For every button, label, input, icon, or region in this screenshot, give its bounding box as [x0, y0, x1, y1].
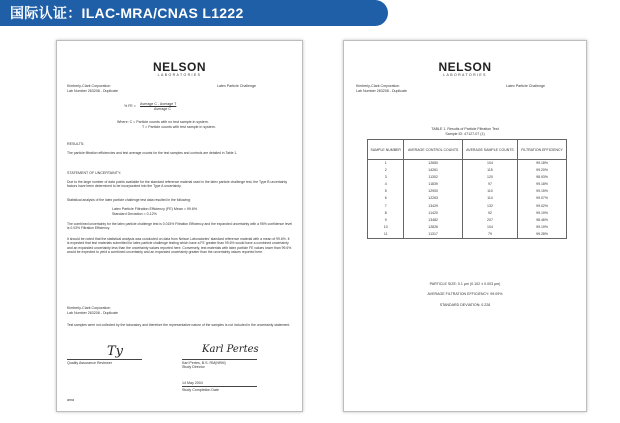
- cell-sample: 5: [368, 188, 404, 195]
- cell-efficiency: 99.07%: [518, 195, 567, 202]
- director-name: Karl Pertes, B.S. RM(NRM): [182, 360, 226, 365]
- table-row: [368, 188, 567, 195]
- cell-control: 11317: [404, 231, 462, 239]
- cell-sample-count: 92: [462, 210, 517, 217]
- fe-mean: Latex Particle Filtration Efficiency (FE) Mean = 99.6%: [112, 207, 198, 211]
- test-name: Latex Particle Challenge: [506, 84, 545, 88]
- report-page-2: [343, 40, 587, 412]
- table-row: [368, 210, 567, 217]
- cell-sample-count: 115: [462, 167, 517, 174]
- director-signature: Karl Pertes: [202, 344, 259, 355]
- average-filtration-efficiency: AVERAGE FILTRATION EFFICIENCY: 99.09%: [427, 292, 503, 296]
- cell-control: 11839: [404, 181, 462, 188]
- standard-deviation: Standard Deviation = 0.12%: [112, 211, 157, 216]
- cell-efficiency: 99.18%: [518, 160, 567, 168]
- cell-sample: 7: [368, 203, 404, 210]
- table-title: TABLE 1. Results of Particle Filtration Test: [431, 127, 499, 131]
- cell-control: 14261: [404, 167, 462, 174]
- cell-sample: 8: [368, 210, 404, 217]
- column-header: AVERAGE CONTROL COUNTS: [404, 140, 462, 160]
- sample-id: Sample ID: 47127-07 (1): [445, 132, 485, 136]
- particle-size: PARTICLE SIZE: 0.1 μm (0.102 ± 0.003 μm): [429, 282, 501, 286]
- retained-statement: Test samples were not collected by the laboratory and therefore the representative nature of the samples is not included in the uncertainty statement.: [67, 323, 291, 327]
- combined-uncertainty: The combined uncertainty for the latex particle challenge test is 0.015% Filtration Efficiency and the expanded uncertainty with a 95% confidence level is 0.03% Filtration Efficiency.: [67, 222, 292, 231]
- cell-sample-count: 114: [462, 195, 517, 202]
- cell-sample-count: 110: [462, 188, 517, 195]
- cell-efficiency: 99.28%: [518, 231, 567, 239]
- table-row: [368, 174, 567, 181]
- lab-number-2: Lab Number 263208 - Duplicate: [67, 310, 118, 315]
- cell-sample: 1: [368, 160, 404, 168]
- nelson-logo-subtitle: LABORATORIES: [157, 73, 202, 77]
- table-row: [368, 217, 567, 224]
- cell-sample: 9: [368, 217, 404, 224]
- lab-number: Lab Number 263208 - Duplicate: [67, 88, 118, 93]
- cell-sample-count: 97: [462, 181, 517, 188]
- cell-sample-count: 79: [462, 231, 517, 239]
- table-row: [368, 160, 567, 168]
- cell-sample: 2: [368, 167, 404, 174]
- formula-numerator: Average C - Average T: [140, 102, 177, 106]
- completion-date: 14 May 2004: [182, 381, 203, 385]
- director-title: Study Director: [182, 365, 205, 369]
- nelson-logo: NELSON: [438, 60, 492, 74]
- cell-sample: 6: [368, 195, 404, 202]
- cell-efficiency: 99.18%: [518, 181, 567, 188]
- completion-label: Study Completion Date: [182, 387, 219, 392]
- column-header: FILTRATION EFFICIENCY: [518, 140, 567, 160]
- test-name: Latex Particle Challenge: [217, 84, 256, 88]
- table-standard-deviation: STANDARD DEVIATION: 0.228: [439, 303, 491, 307]
- uncertainty-note: It should be noted that the statistical analysis was conducted on data from Nelson Laboratories' standard reference material with a mean of 99.6%. It is expected that test materials submitted for latex particle challenge testing which have a FE greater than 99.6% would have a combined uncertainty and an expanded uncertainty less than the uncertainty values reported here. Conversely, test materials with latex particle FE values lower than 99.6% would be expected to yield a combined uncertainty and an expanded uncertainty greater than the uncertainty values reported here.: [67, 237, 292, 254]
- results-table: [367, 139, 567, 239]
- formula-where-t: T = Particle counts with test sample in system.: [142, 124, 216, 129]
- qa-signature: Ty: [107, 344, 124, 359]
- client-name-2: Kimberly-Clark Corporation: [67, 306, 111, 310]
- cell-sample-count: 132: [462, 203, 517, 210]
- results-text: The particle filtration efficiencies and test average counts for the test samples and controls are detailed in Table 1.: [67, 151, 238, 155]
- cell-efficiency: 99.19%: [518, 210, 567, 217]
- table-row: [368, 231, 567, 239]
- report-page-1: [56, 40, 303, 412]
- cell-control: 13429: [404, 203, 462, 210]
- table-row: [368, 195, 567, 202]
- table-row: [368, 167, 567, 174]
- lab-number: Lab Number 263208 - Duplicate: [356, 88, 407, 93]
- cell-sample: 10: [368, 224, 404, 231]
- table-row: [368, 181, 567, 188]
- certification-banner: [0, 0, 388, 26]
- column-header: SAMPLE NUMBER: [368, 140, 404, 160]
- cell-efficiency: 99.19%: [518, 224, 567, 231]
- table-row: [368, 224, 567, 231]
- formula-lhs: % FE =: [124, 104, 136, 108]
- cell-sample: 3: [368, 174, 404, 181]
- cell-control: 11302: [404, 174, 462, 181]
- cell-efficiency: 99.20%: [518, 167, 567, 174]
- cell-sample-count: 207: [462, 217, 517, 224]
- uncertainty-heading: STATEMENT OF UNCERTAINTY:: [67, 171, 122, 175]
- formula-denominator: Average C: [154, 106, 171, 111]
- cell-sample: 4: [368, 181, 404, 188]
- cell-control: 12650: [404, 160, 462, 168]
- table-row: [368, 203, 567, 210]
- table-header-row: [368, 140, 567, 160]
- banner-title: 国际认证：ILAC-MRA/CNAS L1222: [10, 5, 244, 21]
- nelson-logo: NELSON: [152, 60, 206, 74]
- cell-efficiency: 99.15%: [518, 188, 567, 195]
- qa-label: Quality Assurance Reviewer: [67, 360, 112, 365]
- footer-code: ama: [67, 398, 74, 402]
- cell-control: 11420: [404, 210, 462, 217]
- nelson-logo-subtitle: LABORATORIES: [443, 73, 487, 77]
- cell-efficiency: 98.93%: [518, 174, 567, 181]
- cell-sample: 11: [368, 231, 404, 239]
- cell-sample-count: 120: [462, 174, 517, 181]
- cell-sample-count: 104: [462, 224, 517, 231]
- column-header: AVERAGE SAMPLE COUNTS: [462, 140, 517, 160]
- statistical-text: Statistical analysis of the latex particle challenge test data resulted in the following:: [67, 198, 191, 202]
- cell-sample-count: 104: [462, 160, 517, 168]
- client-name: Kimberly-Clark Corporation: [67, 84, 111, 88]
- uncertainty-text: Due to the large number of data points available for the standard reference material used in the latex particle challenge test, the Type B uncertainty factors have been determined to be incorporated into the Type A uncertainty.: [67, 180, 288, 189]
- client-name: Kimberly-Clark Corporation: [356, 84, 400, 88]
- formula-where-c: Where: C = Particle counts with no test sample in system.: [117, 120, 209, 124]
- cell-control: 13482: [404, 217, 462, 224]
- cell-control: 12826: [404, 224, 462, 231]
- cell-control: 12900: [404, 188, 462, 195]
- results-heading: RESULTS:: [67, 142, 85, 146]
- cell-efficiency: 98.46%: [518, 217, 567, 224]
- cell-control: 12263: [404, 195, 462, 202]
- cell-efficiency: 99.02%: [518, 203, 567, 210]
